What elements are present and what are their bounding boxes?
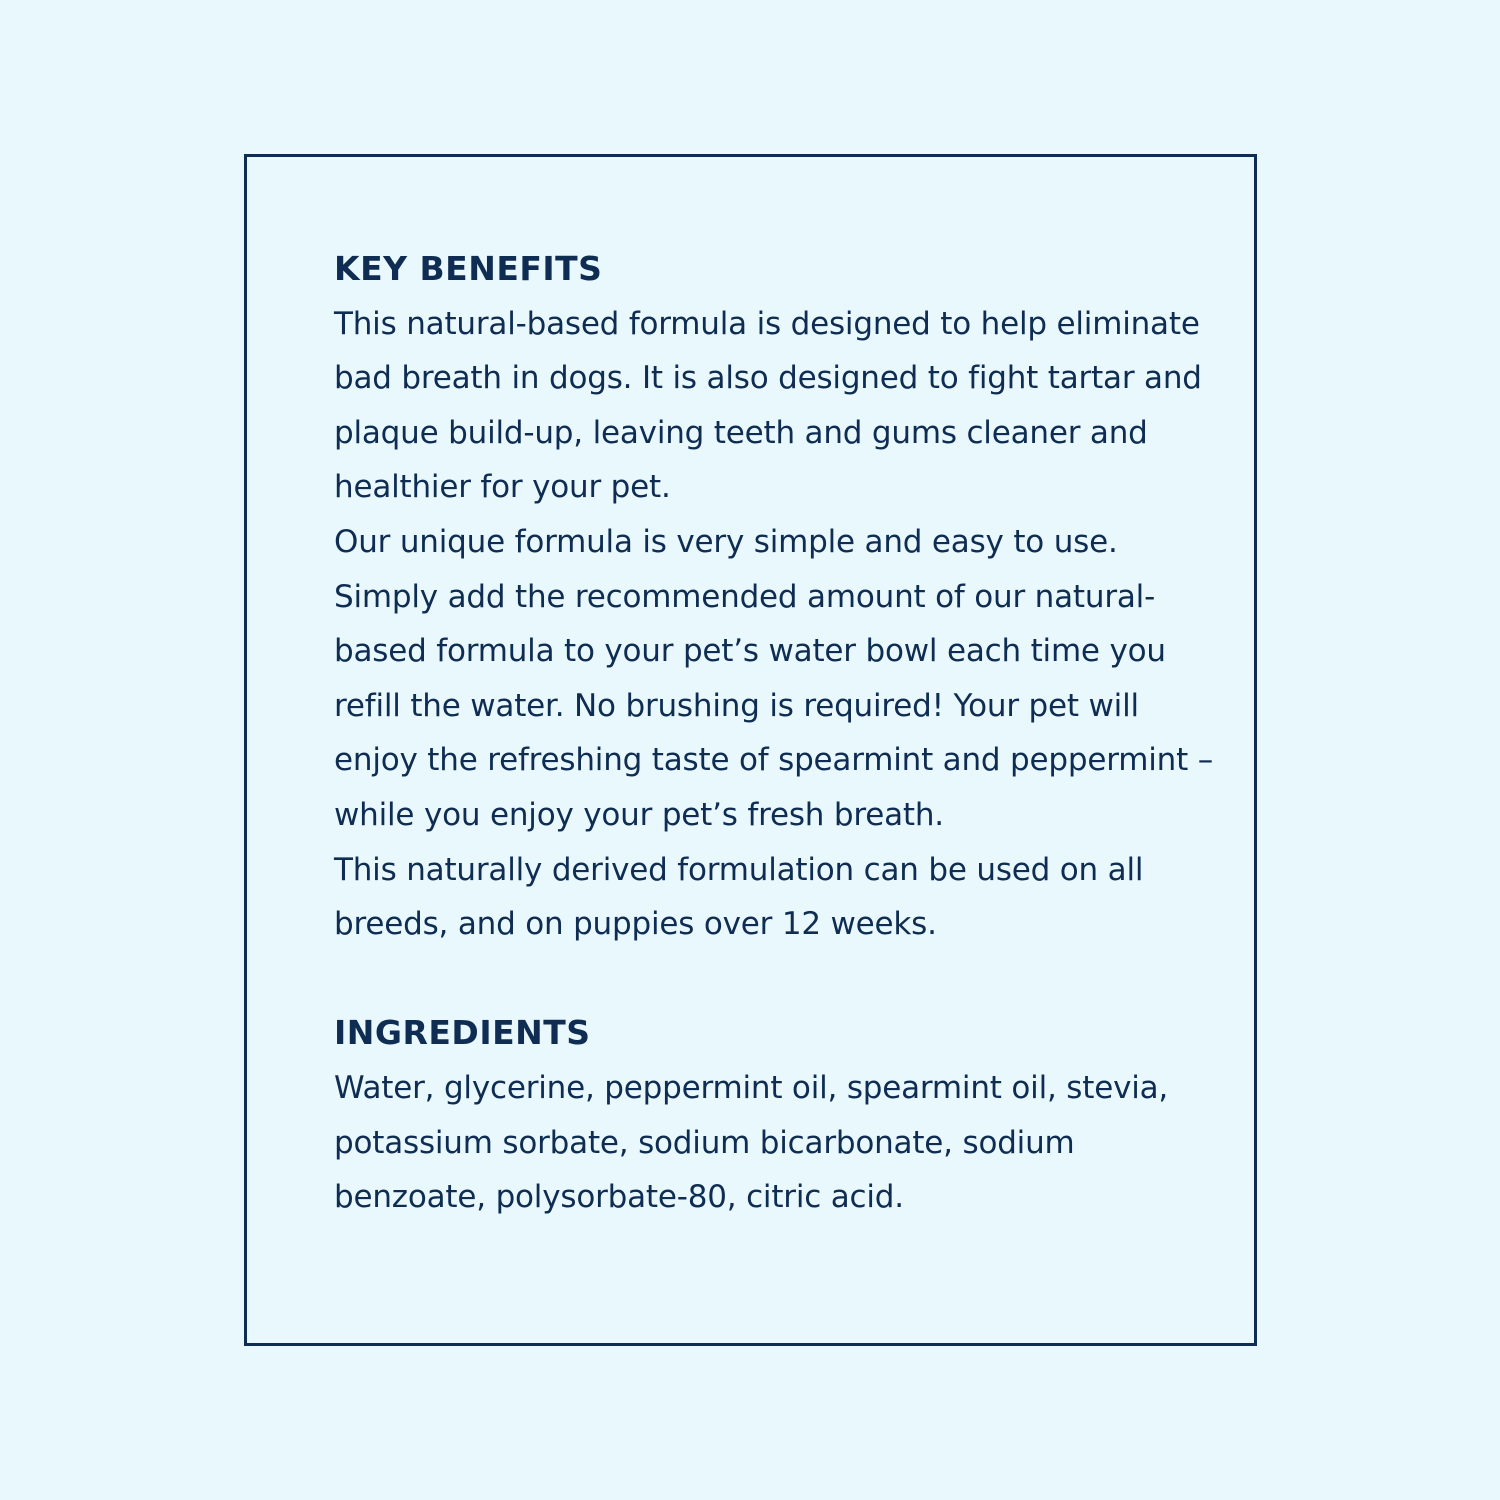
section-spacer [334,952,1214,1007]
key-benefits-paragraph-3: This naturally derived formulation can be used on all breeds, and on puppies over 12 weeks. [334,851,1144,943]
key-benefits-paragraph-1: This natural-based formula is designed to help eliminate bad breath in dogs. It is also designed to fight tartar and plaque build-up, leaving teeth and gums cleaner and healthier for your pet. [334,305,1202,506]
key-benefits-heading: KEY BENEFITS [334,249,603,288]
info-panel [244,154,1257,1346]
key-benefits-paragraph-2: Our unique formula is very simple and easy to use. Simply add the recommended amount of our natural-based formula to your pet’s water bowl each time you refill the water. No brushing is required! Your pet will enjoy the refreshing taste of spearmint and peppermint – while you enjoy your pet’s fresh breath. [334,523,1214,833]
ingredients-heading: INGREDIENTS [334,1013,591,1053]
ingredients-text: Water, glycerine, peppermint oil, spearmint oil, stevia, potassium sorbate, sodium bicarbonate, sodium benzoate, polysorbate-80, citric acid. [334,1069,1169,1216]
panel-content [334,242,1214,1225]
